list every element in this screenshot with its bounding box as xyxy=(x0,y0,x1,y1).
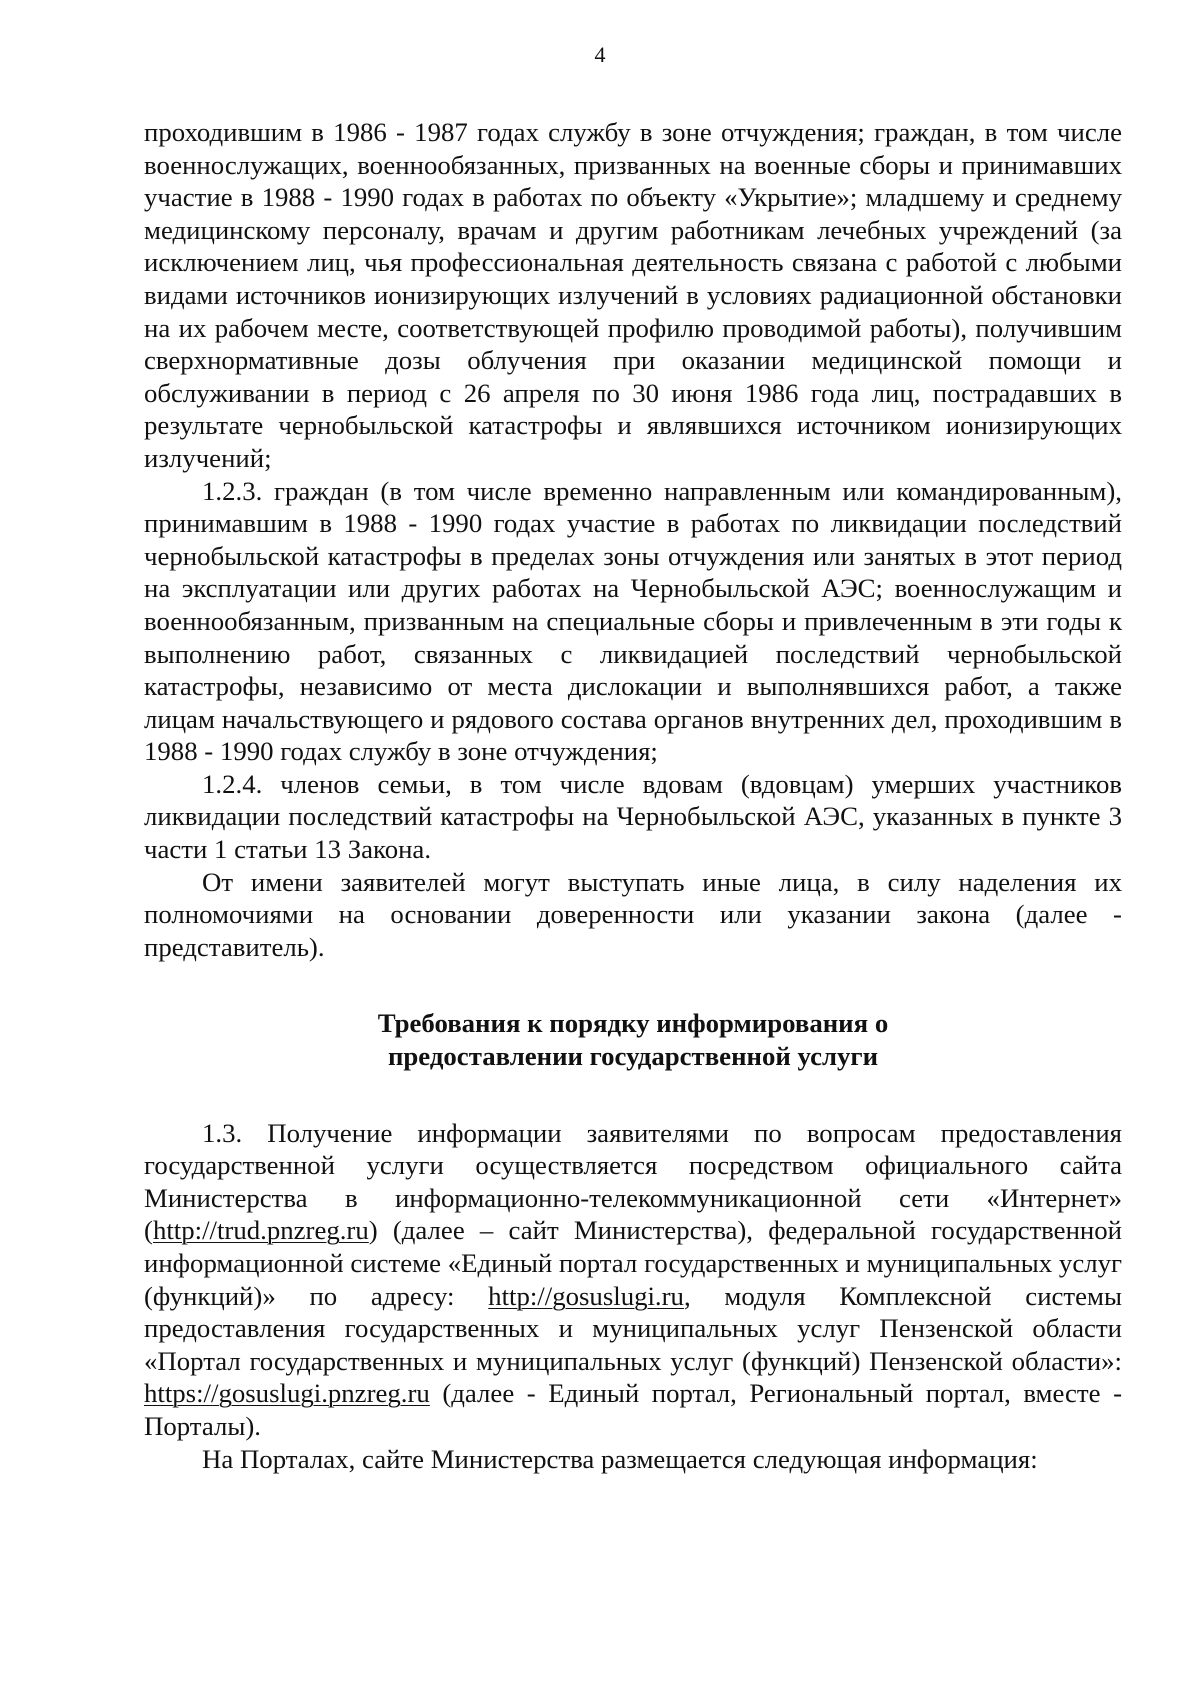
gosuslugi-link[interactable]: http://gosuslugi.ru xyxy=(488,1280,684,1311)
section-heading-line-1: Требования к порядку информирования о xyxy=(377,1008,889,1039)
paragraph-1-2-3: 1.2.3. граждан (в том числе временно направленным или командированным), принимавшим в 1988 - 1990 годах участие в работах по ликвидации последствий чернобыльской катастрофы в пределах зоны отчуждения или занятых в этот период на эксплуатации или других работах на Чернобыльской АЭС; военнослужащим и военнообязанным, призванным на специальные сборы и привлеченным в эти годы к выполнению работ, связанных с ликвидацией последствий чернобыльской катастрофы, независимо от места дислокации и выполнявшихся работ, а также лицам начальствующего и рядового состава органов внутренних дел, проходившим в 1988 - 1990 годах службу в зоне отчуждения; xyxy=(144,475,1122,767)
paragraph-1-3 xyxy=(144,1117,1122,1443)
paragraph-1-3-text-1: 1.3. Получение информации заявителями по вопросам предоставления государственной услуги осуществляется посредством официального сайта Министерства в информационно-телекоммуникационной сети «Интернет» ( xyxy=(144,1117,1122,1246)
paragraph-1-2-4: 1.2.4. членов семьи, в том числе вдовам (вдовцам) умерших участников ликвидации последствий катастрофы на Чернобыльской АЭС, указанных в пункте 3 части 1 статьи 13 Закона. xyxy=(144,768,1122,865)
section-heading xyxy=(144,1007,1122,1072)
paragraph-1-3-text-3: , модуля Комплексной системы предоставления государственных и муниципальных услуг Пензенской области «Портал государственных и муниципальных услуг (функций) Пензенской области»: xyxy=(144,1280,1122,1376)
page-number: 4 xyxy=(594,42,606,67)
paragraph-portals-info: На Порталах, сайте Министерства размещается следующая информация: xyxy=(202,1443,1038,1474)
section-heading-line-2: предоставлении государственной услуги xyxy=(387,1041,879,1072)
paragraph-1-3-text-4: (далее - Единый портал, Региональный портал, вместе - Порталы). xyxy=(144,1378,1122,1441)
paragraph-representative: От имени заявителей могут выступать иные лица, в силу наделения их полномочиями на основании доверенности или указании закона (далее - представитель). xyxy=(144,866,1122,962)
trud-site-link[interactable]: http://trud.pnzreg.ru xyxy=(152,1215,369,1246)
paragraph-continuation: проходившим в 1986 - 1987 годах службу в зоне отчуждения; граждан, в том числе военнослужащих, военнообязанных, призванных на военные сборы и принимавших участие в 1988 - 1990 годах в работах по объекту «Укрытие»; младшему и среднему медицинскому персоналу, врачам и другим работникам лечебных учреждений (за исключением лиц, чья профессиональная деятельность связана с работой с любыми видами источников ионизирующих излучений в условиях радиационной обстановки на их рабочем месте, соответствующей профилю проводимой работы), получившим сверхнормативные дозы облучения при оказании медицинской помощи и обслуживании в период с 26 апреля по 30 июня 1986 года лиц, пострадавших в результате чернобыльской катастрофы и являвшихся источником ионизирующих излучений; xyxy=(144,117,1122,473)
regional-portal-link[interactable]: https://gosuslugi.pnzreg.ru xyxy=(144,1378,430,1409)
paragraph-1-3-text-2: ) (далее – сайт Министерства), федеральной государственной информационной системе «Единый портал государственных и муниципальных услуг (функций)» по адресу: xyxy=(144,1215,1122,1311)
document-body xyxy=(144,116,1122,1475)
